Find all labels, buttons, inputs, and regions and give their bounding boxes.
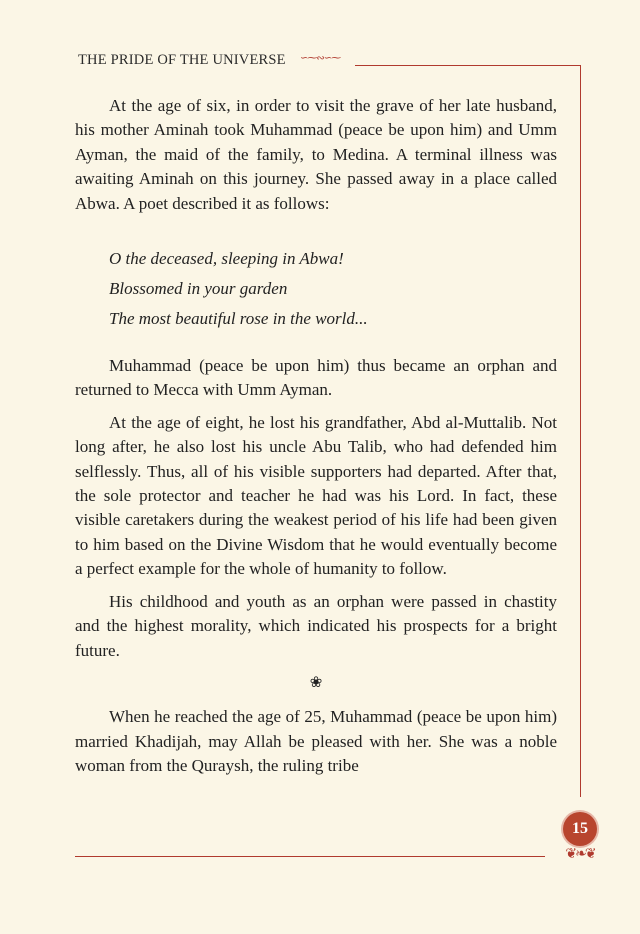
section-separator-icon: ❀ bbox=[309, 674, 323, 691]
poem bbox=[109, 244, 557, 334]
top-rule bbox=[355, 65, 581, 66]
right-rule bbox=[580, 65, 581, 797]
bottom-rule bbox=[75, 856, 545, 857]
poem-line: The most beautiful rose in the world... bbox=[109, 309, 368, 329]
page-body bbox=[75, 94, 557, 787]
paragraph: When he reached the age of 25, Muhammad (peace be upon him) married Khadijah, may Allah be pleased with her. She was a noble woman from the Quraysh, the ruling tribe bbox=[75, 707, 557, 776]
page-number-badge bbox=[563, 812, 597, 846]
page-number: 15 bbox=[572, 820, 588, 837]
paragraph: At the age of six, in order to visit the grave of her late husband, his mother Aminah took Muhammad (peace be upon him) and Umm Ayman, the maid of the family, to Medina. A terminal illness was awaiting Aminah on this journey. She passed away in a place called Abwa. A poet described it as follows: bbox=[75, 96, 557, 213]
poem-line: O the deceased, sleeping in Abwa! bbox=[109, 249, 344, 269]
paragraph: His childhood and youth as an orphan were passed in chastity and the highest morality, which indicated his prospects for a bright future. bbox=[75, 591, 557, 660]
running-header: THE PRIDE OF THE UNIVERSE bbox=[78, 52, 286, 68]
paragraph: At the age of eight, he lost his grandfather, Abd al-Muttalib. Not long after, he also lost his uncle Abu Talib, who had defended him selflessly. Thus, all of his visible supporters had departed. After that, the sole protector and teacher he had was his Lord. In fact, these visible caretakers during the weakest period of his life had been given to him based on the Divine Wisdom that he would eventually become a perfect example for the whole of humanity to follow. bbox=[75, 412, 557, 579]
poem-line: Blossomed in your garden bbox=[109, 279, 288, 299]
paragraph: Muhammad (peace be upon him) thus became an orphan and returned to Mecca with Umm Ayman. bbox=[75, 356, 557, 400]
header-ornament-icon: ∽⁓∾∽⁓ bbox=[300, 53, 341, 64]
footer-ornament-icon: ❦❧❦ bbox=[565, 846, 595, 862]
